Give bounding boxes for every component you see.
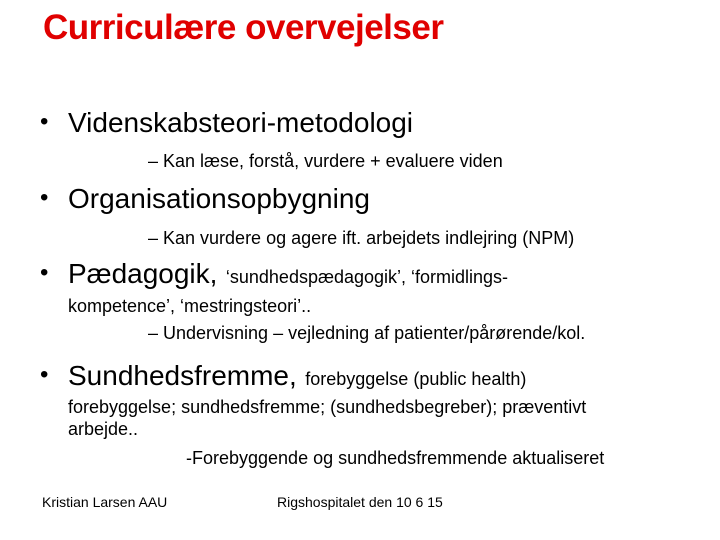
bullet-dot: •: [40, 361, 49, 388]
bullet-dot: •: [40, 108, 49, 135]
sub-item: – Undervisning – vejledning af patienter/pårørende/kol.: [148, 323, 586, 343]
bullet-continuation: kompetence’, ‘mestringsteori’..: [68, 296, 312, 316]
bullet-continuation: arbejde..: [68, 419, 139, 439]
bullet-line: [68, 259, 508, 289]
sub-item: – Kan læse, forstå, vurdere + evaluere viden: [148, 151, 503, 171]
bullet-inline-text: ‘sundhedspædagogik’, ‘formidlings-: [225, 267, 509, 287]
bullet-heading: Videnskabsteori-metodologi: [68, 107, 414, 138]
heading-comma: ,: [209, 258, 218, 289]
bullet-inline-text: forebyggelse (public health): [305, 369, 527, 389]
footer-author: Kristian Larsen AAU: [42, 494, 168, 510]
heading-comma: ,: [289, 360, 297, 391]
bullet-line: [68, 361, 526, 391]
bullet-dot: •: [40, 184, 49, 211]
sub-item: -Forebyggende og sundhedsfremmende aktualiseret: [186, 448, 605, 468]
bullet-heading: Sundhedsfremme: [68, 360, 290, 391]
bullet-heading: Pædagogik: [68, 258, 210, 289]
bullet-dot: •: [40, 259, 49, 286]
bullet-continuation: forebyggelse; sundhedsfremme; (sundhedsbegreber); præventivt: [68, 397, 587, 417]
footer-location-date: Rigshospitalet den 10 6 15: [277, 494, 443, 510]
slide-title: Curriculære overvejelser: [43, 8, 444, 47]
bullet-heading: Organisationsopbygning: [68, 183, 370, 214]
sub-item: – Kan vurdere og agere ift. arbejdets indlejring (NPM): [148, 228, 575, 248]
